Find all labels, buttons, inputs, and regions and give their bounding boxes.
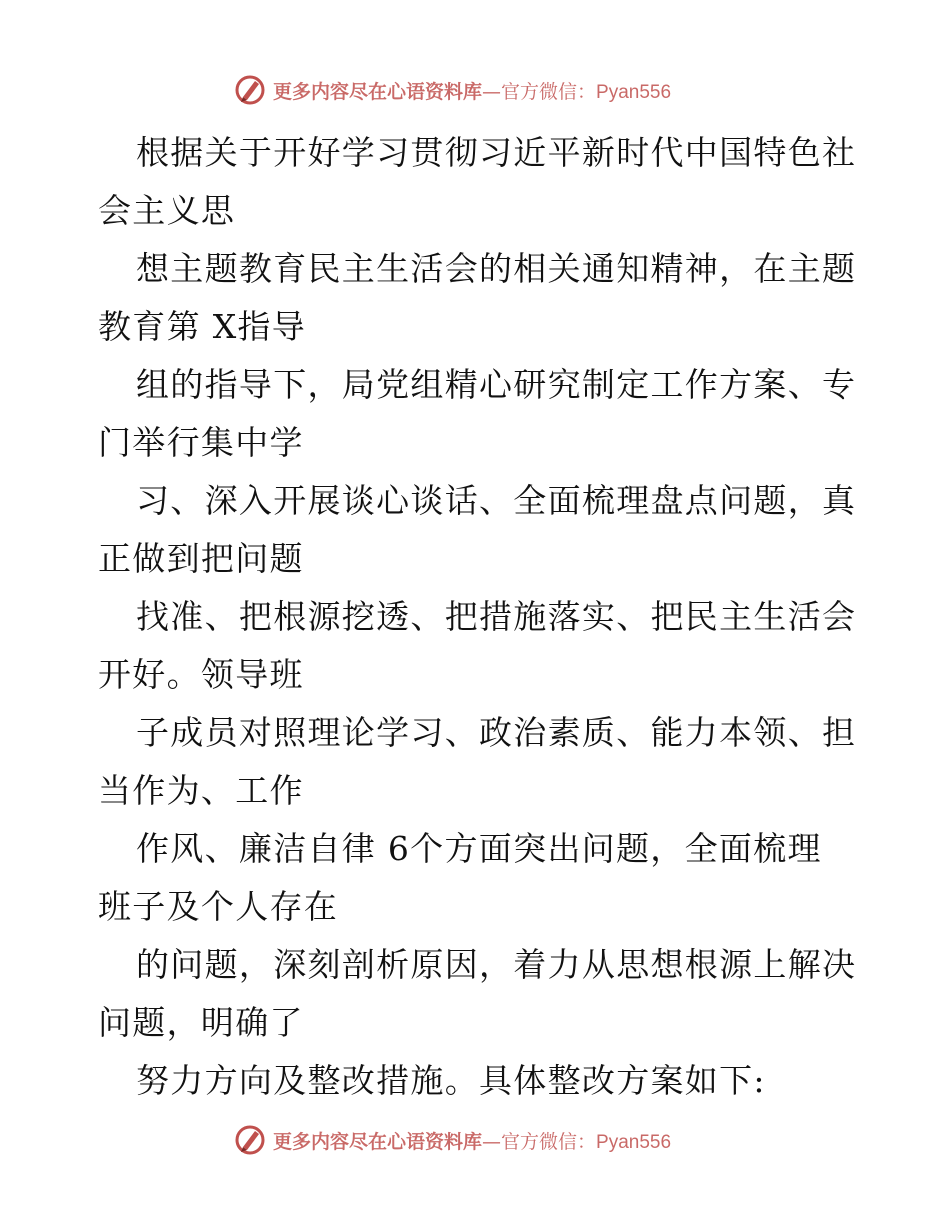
watermark-brand: 更多内容尽在心语资料库 [273,1130,483,1153]
text-line: 习、深入开展谈心谈话、全面梳理盘点问题，真 [136,481,857,520]
footer-watermark [233,1123,753,1157]
text-line: 开好。领导班 [98,655,304,694]
watermark-separator: — [482,1130,502,1153]
text-line: 找准、把根源挖透、把措施落实、把民主生活会 [136,597,857,636]
watermark-wechat-id: Pyan556 [596,1131,672,1153]
watermark-brand: 更多内容尽在心语资料库 [273,80,483,103]
text-line: 门举行集中学 [98,423,304,462]
pen-circle-logo-icon [233,73,267,107]
pen-circle-logo-icon [233,1123,267,1157]
text-line: 会主义思 [98,191,236,230]
watermark-wechat-id: Pyan556 [596,81,672,103]
text-line: 教育第 X指导 [98,307,307,346]
text-line: 根据关于开好学习贯彻习近平新时代中国特色社 [136,133,857,172]
document-body [98,124,858,1110]
text-line: 问题，明确了 [98,1003,304,1042]
text-line: 当作为、工作 [98,771,304,810]
text-line: 组的指导下，局党组精心研究制定工作方案、专 [136,365,857,404]
header-watermark [233,73,753,107]
text-line: 正做到把问题 [98,539,304,578]
watermark-separator: — [482,80,502,103]
watermark-official-label: 官方微信： [501,80,597,103]
watermark-official-label: 官方微信： [501,1130,597,1153]
watermark-text [273,77,671,104]
text-line: 的问题，深刻剖析原因，着力从思想根源上解决 [136,945,857,984]
text-line: 努力方向及整改措施。具体整改方案如下: [136,1061,766,1100]
text-line: 想主题教育民主生活会的相关通知精神，在主题 [136,249,857,288]
watermark-text [273,1127,671,1154]
text-line: 作风、廉洁自律 6个方面突出问题，全面梳理 [136,829,822,868]
text-line: 子成员对照理论学习、政治素质、能力本领、担 [136,713,857,752]
text-line: 班子及个人存在 [98,887,339,926]
